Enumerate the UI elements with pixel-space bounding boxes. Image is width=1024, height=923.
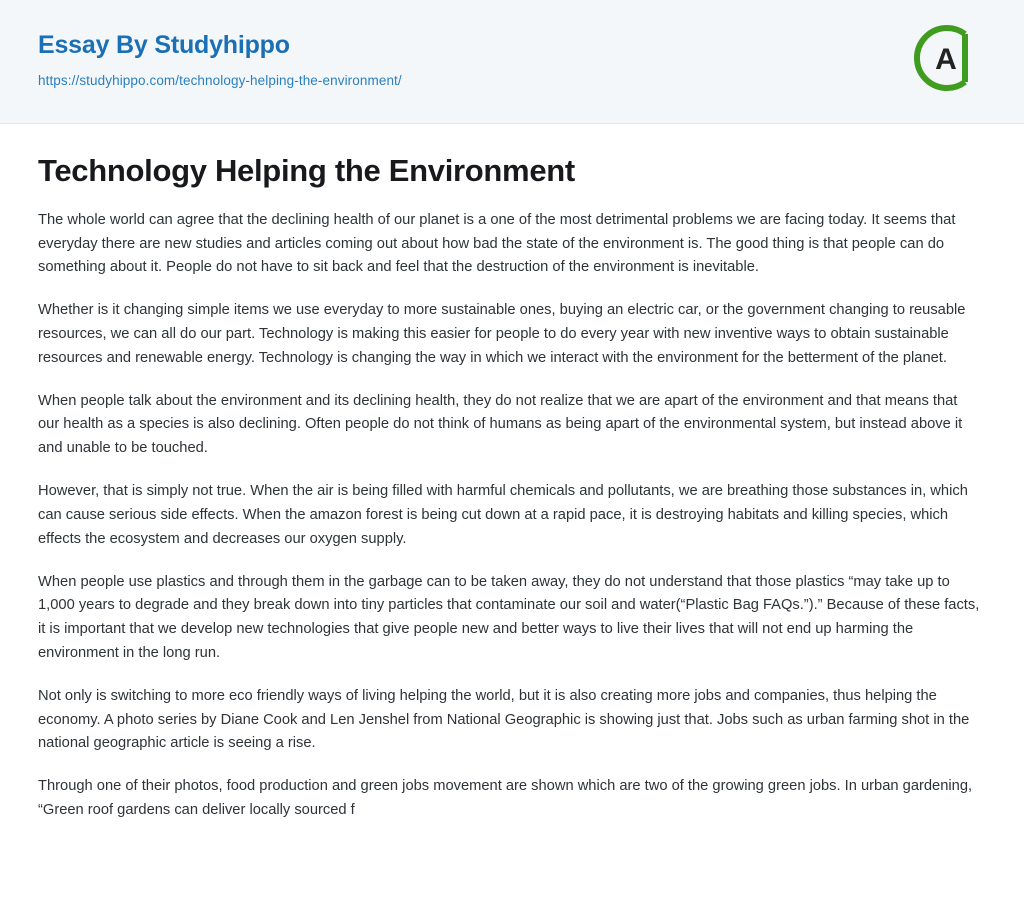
- page-title: Technology Helping the Environment: [38, 153, 575, 188]
- source-url[interactable]: https://studyhippo.com/technology-helping-the-environment/: [38, 73, 402, 88]
- paragraph: Through one of their photos, food production and green jobs movement are shown which are two of the growing green jobs. In urban gardening, “Green roof gardens can deliver locally sourced f: [38, 778, 973, 818]
- studyhippo-logo-icon: [910, 22, 982, 94]
- svg-text:A: A: [935, 43, 957, 76]
- page-header: [0, 0, 1024, 124]
- paragraph: The whole world can agree that the declining health of our planet is a one of the most detrimental problems we are facing today. It seems that everyday there are new studies and articles coming out about how bad the state of the environment is. The good thing is that people can do something about it. People do not have to sit back and feel that the destruction of the environment is inevitable.: [38, 211, 956, 276]
- paragraph: When people use plastics and through them in the garbage can to be taken away, they do not understand that those plastics “may take up to 1,000 years to degrade and they break down into tiny particles that contaminate our soil and water(“Plastic Bag FAQs.”).” Because of these facts, it is important that we develop new technologies that give people new and better ways to live their lives that will not end up harming the environment in the long run.: [38, 573, 980, 661]
- site-title: Essay By Studyhippo: [38, 31, 290, 59]
- paragraph: When people talk about the environment and its declining health, they do not realize that we are apart of the environment and that means that our health as a species is also declining. Often people do not think of humans as being apart of the environmental system, but instead above it and unable to be touched.: [38, 392, 963, 457]
- document-body: [0, 124, 1024, 823]
- paragraph: Not only is switching to more eco friendly ways of living helping the world, but it is also creating more jobs and companies, thus helping the economy. A photo series by Diane Cook and Len Jenshel from National Geographic is showing just that. Jobs such as urban farming shot in the national geographic article is seeing a rise.: [38, 687, 970, 752]
- paragraph: However, that is simply not true. When the air is being filled with harmful chemicals and pollutants, we are breathing those substances in, which can cause serious side effects. When the amazon forest is being cut down at a rapid pace, it is destroying habitats and killing species, which effects the ecosystem and decreases our oxygen supply.: [38, 483, 968, 547]
- paragraph: Whether is it changing simple items we use everyday to more sustainable ones, buying an electric car, or the government changing to reusable resources, we can all do our part. Technology is making this easier for people to do every year with new inventive ways to obtain sustainable resources and renewable energy. Technology is changing the way in which we interact with the environment for the betterment of the planet.: [38, 302, 966, 366]
